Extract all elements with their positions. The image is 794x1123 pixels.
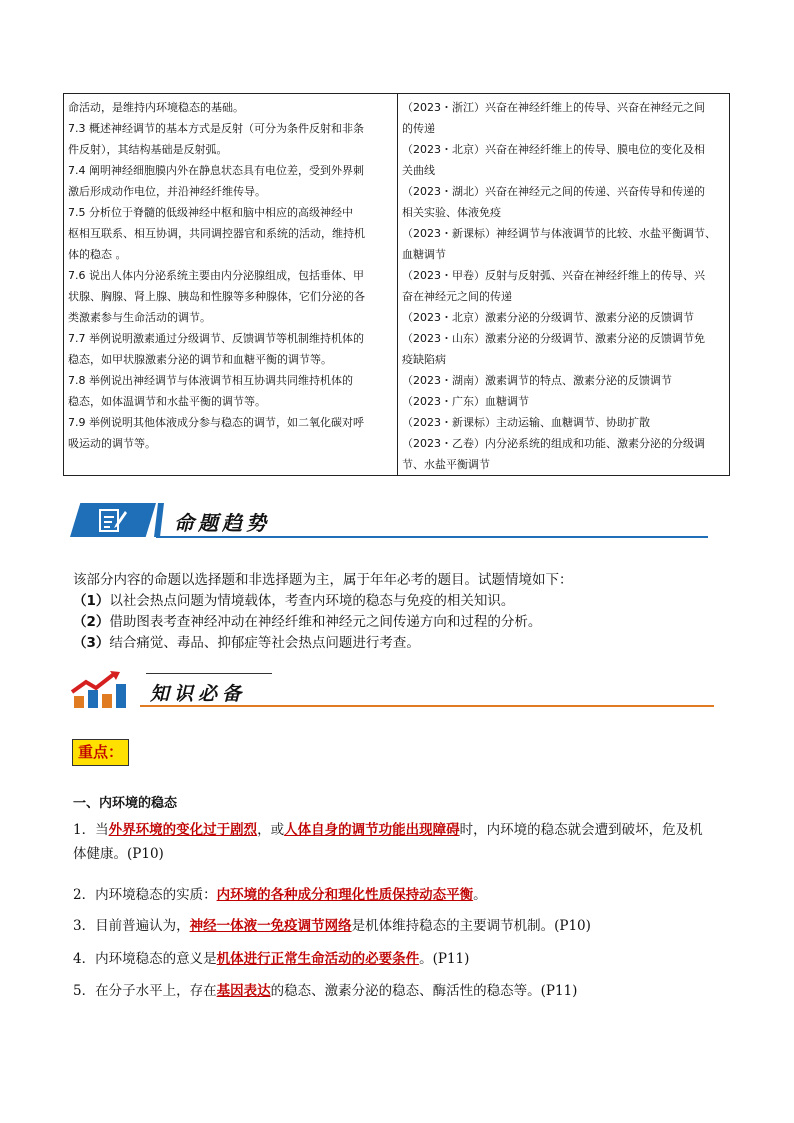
- exam-line: （2023・新课标）主动运输、血糖调节、协助扩散: [402, 416, 650, 429]
- standard-line: 7.9 举例说明其他体液成分参与稳态的调节，如二氧化碳对呼: [68, 416, 364, 429]
- curriculum-standards-column: [64, 94, 398, 475]
- knowledge-section-header: [70, 664, 720, 712]
- header-accent-slash: [154, 503, 164, 537]
- trend-section-header: [70, 497, 710, 541]
- knowledge-point: [73, 883, 733, 907]
- standard-line: 稳态，如体温调节和水盐平衡的调节等。: [68, 395, 266, 408]
- exam-line: 关曲线: [402, 164, 435, 177]
- section-title: 知识必备: [150, 683, 247, 705]
- highlight-text: 内环境的各种成分和理化性质保持动态平衡: [216, 887, 474, 903]
- exam-line: 奋在神经元之间的传递: [402, 290, 512, 303]
- exam-line: 血糖调节: [402, 248, 446, 261]
- point-text: 时，内环境的稳态就会遭到破坏，危及机: [459, 822, 703, 838]
- notepad-pencil-icon: [98, 507, 128, 533]
- exam-line: （2023・乙卷）内分泌系统的组成和功能、激素分泌的分级调: [402, 437, 705, 450]
- exam-line: 的传递: [402, 122, 435, 135]
- exam-line: 节、水盐平衡调节: [402, 458, 490, 471]
- point-text: 2．内环境稳态的实质：: [73, 887, 217, 903]
- header-underline: [156, 536, 708, 538]
- item-number: （2）: [73, 614, 110, 630]
- exam-line: （2023・北京）兴奋在神经纤维上的传导、膜电位的变化及相: [402, 143, 705, 156]
- item-number: （3）: [73, 635, 110, 651]
- standard-line: 激后形成动作电位，并沿神经纤维传导。: [68, 185, 266, 198]
- highlight-text: 机体进行正常生命活动的必要条件: [216, 951, 420, 967]
- point-text: 。(P11): [419, 951, 470, 967]
- trend-item: [73, 633, 723, 654]
- trend-intro: 该部分内容的命题以选择题和非选择题为主，属于年年必考的题目。试题情境如下：: [73, 572, 573, 588]
- exam-line: （2023・新课标）神经调节与体液调节的比较、水盐平衡调节、: [402, 227, 716, 240]
- standard-line: 7.6 说出人体内分泌系统主要由内分泌腺组成，包括垂体、甲: [68, 269, 364, 282]
- standard-line: 7.3 概述神经调节的基本方式是反射（可分为条件反射和非条: [68, 122, 364, 135]
- point-text: 5．在分子水平上，存在: [73, 983, 217, 999]
- point-text: 。: [473, 887, 487, 903]
- exam-references-column: [398, 94, 729, 475]
- bar-chart-trend-icon: [70, 670, 130, 710]
- point-text: ，或: [257, 822, 285, 838]
- standard-line: 7.8 举例说出神经调节与体液调节相互协调共同维持机体的: [68, 374, 353, 387]
- exam-line: （2023・北京）激素分泌的分级调节、激素分泌的反馈调节: [402, 311, 694, 324]
- highlight-text: 外界环境的变化过于剧烈: [108, 822, 258, 838]
- knowledge-point: [73, 947, 733, 971]
- header-underline: [140, 705, 714, 707]
- point-text: 4．内环境稳态的意义是: [73, 951, 217, 967]
- point-text: 体健康。(P10): [73, 846, 164, 862]
- exam-line: （2023・湖南）激素调节的特点、激素分泌的反馈调节: [402, 374, 672, 387]
- exam-line: 相关实验、体液免疫: [402, 206, 501, 219]
- highlight-text: 基因表达: [216, 983, 271, 999]
- standard-line: 7.5 分析位于脊髓的低级神经中枢和脑中相应的高级神经中: [68, 206, 353, 219]
- point-text: 1．当: [73, 822, 109, 838]
- standard-line: 命活动，是维持内环境稳态的基础。: [68, 101, 244, 114]
- exam-line: （2023・浙江）兴奋在神经纤维上的传导、兴奋在神经元之间: [402, 101, 705, 114]
- exam-line: （2023・湖北）兴奋在神经元之间的传递、兴奋传导和传递的: [402, 185, 705, 198]
- subsection-title: 一、内环境的稳态: [73, 796, 178, 811]
- standard-line: 状腺、胸腺、肾上腺、胰岛和性腺等多种腺体，它们分泌的各: [68, 290, 365, 303]
- exam-line: （2023・广东）血糖调节: [402, 395, 529, 408]
- point-text: 的稳态、激素分泌的稳态、酶活性的稳态等。(P11): [270, 983, 578, 999]
- point-text: 是机体维持稳态的主要调节机制。(P10): [351, 918, 591, 934]
- curriculum-table: [63, 93, 730, 476]
- item-text: 借助图表考查神经冲动在神经纤维和神经元之间传递方向和过程的分析。: [109, 614, 542, 630]
- standard-line: 稳态，如甲状腺激素分泌的调节和血糖平衡的调节等。: [68, 353, 332, 366]
- item-text: 以社会热点问题为情境载体，考查内环境的稳态与免疫的相关知识。: [109, 593, 515, 609]
- trend-item: [73, 591, 723, 612]
- standard-line: 7.7 举例说明激素通过分级调节、反馈调节等机制维持机体的: [68, 332, 364, 345]
- trend-item: [73, 612, 723, 633]
- trend-content: [73, 570, 723, 654]
- point-text: 3．目前普遍认为，: [73, 918, 190, 934]
- highlight-text: 人体自身的调节功能出现障碍: [284, 822, 460, 838]
- standard-line: 枢相互联系、相互协调，共同调控器官和系统的活动，维持机: [68, 227, 365, 240]
- item-text: 结合痛觉、毒品、抑郁症等社会热点问题进行考查。: [109, 635, 420, 651]
- standard-line: 7.4 阐明神经细胞膜内外在静息状态具有电位差，受到外界刺: [68, 164, 364, 177]
- key-point-badge: 重点：: [72, 739, 129, 766]
- standard-line: 吸运动的调节等。: [68, 437, 156, 450]
- highlight-text: 神经一体液一免疫调节网络: [189, 918, 352, 934]
- item-number: （1）: [73, 593, 110, 609]
- knowledge-point: [73, 914, 733, 938]
- exam-line: （2023・山东）激素分泌的分级调节、激素分泌的反馈调节免: [402, 332, 705, 345]
- standard-line: 体的稳态 。: [68, 248, 127, 261]
- knowledge-point: [73, 979, 733, 1003]
- standard-line: 件反射），其结构基础是反射弧。: [68, 143, 228, 156]
- section-title: 命题趋势: [174, 511, 270, 535]
- standard-line: 类激素参与生命活动的调节。: [68, 311, 211, 324]
- knowledge-point: [73, 818, 733, 866]
- exam-line: 疫缺陷病: [402, 353, 446, 366]
- exam-line: （2023・甲卷）反射与反射弧、兴奋在神经纤维上的传导、兴: [402, 269, 705, 282]
- header-topline: [146, 673, 272, 674]
